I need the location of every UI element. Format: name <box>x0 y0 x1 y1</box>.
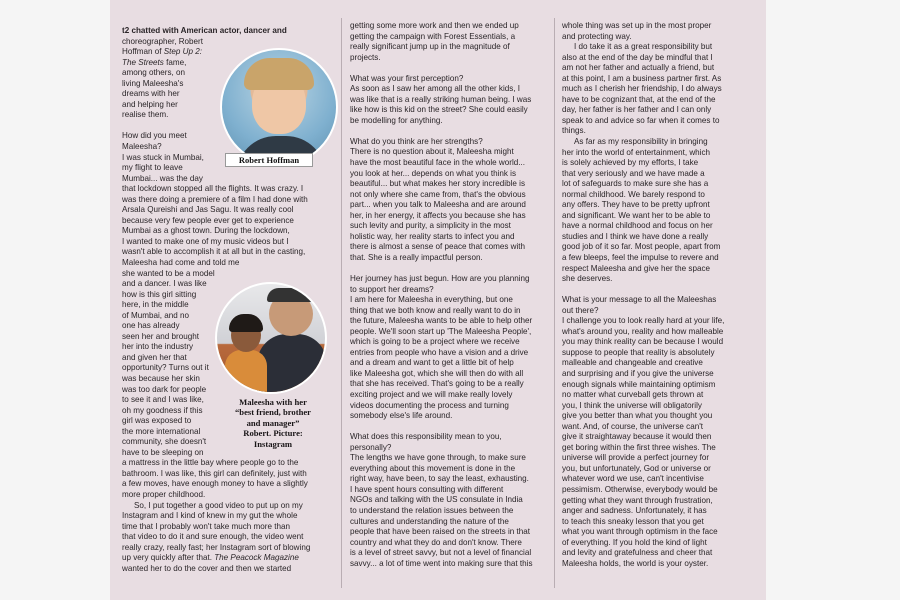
answer-line: what you want through optimism in the face <box>562 527 718 537</box>
text-line: and protecting way. <box>562 31 632 41</box>
answer <box>350 147 546 263</box>
answer-line: and levity and gratefulness and cheer that <box>562 548 713 558</box>
question-line: personally? <box>350 442 392 452</box>
question-line: What does this responsibility mean to you, <box>350 432 502 442</box>
answer-line: holistic way, her reality starts to infect you and <box>350 231 515 241</box>
answer-line: whatever word we use, can't incentivise <box>562 474 704 484</box>
answer <box>350 453 546 569</box>
text-line: also at the end of the day be mindful that I <box>562 52 713 62</box>
answer-line: I was stuck in Mumbai, <box>122 152 204 162</box>
answer-line: seen her and brought <box>122 331 199 341</box>
paragraph <box>350 21 546 63</box>
text-line: getting the campaign with Forest Essentials, a <box>350 31 516 41</box>
text-line: projects. <box>350 52 381 62</box>
intro-line: and helping her <box>122 99 178 109</box>
text-line: at this point, I am a business partner first. As <box>562 73 722 83</box>
question <box>350 432 546 453</box>
answer-line: malleable and changeable and creative <box>562 358 703 368</box>
answer-line: Arsala Qureishi and Jas Sagu. It was really cool <box>122 205 294 215</box>
answer-line: suppose to people that reality is absolutely <box>562 347 715 357</box>
answer-line: is a level of street savvy, but not a level of financial <box>350 548 532 558</box>
answer-line: and a dancer. I was like <box>122 279 207 289</box>
intro-line <box>122 26 332 37</box>
question-line: Maleesha? <box>122 141 162 151</box>
answer-line: oh my goodness if this <box>122 405 203 415</box>
answer-line: not only where she came from, that's the obvious <box>350 189 526 199</box>
intro-line: Hoffman of Step Up 2: <box>122 47 202 57</box>
text-line: lot of safeguards to make sure she has a <box>562 179 709 189</box>
answer-line: As soon as I saw her among all the other kids, I <box>350 84 521 94</box>
question-line: What is your message to all the Maleeshas <box>562 295 717 305</box>
text-line: As far as my responsibility in bringing <box>574 137 708 147</box>
answer-line: The lengths we have gone through, to make sure <box>350 453 526 463</box>
answer-line: people that have been raised on the streets in that <box>350 527 530 537</box>
answer-line: thing that we both know and really want to do in <box>350 305 521 315</box>
answer-line: get boring within the first three wishes. The <box>562 442 716 452</box>
question-line: out there? <box>562 305 599 315</box>
answer-line: Instagram and I kind of knew in my gut the whole <box>122 511 298 521</box>
answer-line: I have spent hours consulting with different <box>350 484 504 494</box>
answer-line: entries from people who have a vision and a drive <box>350 347 529 357</box>
maleesha-robert-photo <box>215 282 327 394</box>
answer-line: that video to do it and sure enough, the video went <box>122 532 304 542</box>
text-line: normal childhood. We barely respond to <box>562 189 705 199</box>
answer-line: give you better than what you thought you <box>562 411 713 421</box>
text-line: day, her father is her father and I can only <box>562 105 712 115</box>
text-line: really significant jump up in the magnitude of <box>350 42 510 52</box>
text-line: is solely achieved by my efforts, I take <box>562 158 699 168</box>
answer-line: to understand the relation issues between the <box>350 505 514 515</box>
answer-line: There is no question about it, Maleesha might <box>350 147 514 157</box>
answer-line: NGOs and talking with the US consulate in India <box>350 495 523 505</box>
answer-line: more proper childhood. <box>122 490 206 500</box>
answer-line: of Mumbai, and no <box>122 310 190 320</box>
intro-line: among others, on <box>122 68 185 78</box>
answer-line: one has already <box>122 321 180 331</box>
answer-line: she wanted to be a model <box>122 268 215 278</box>
question-line: to support her dreams? <box>350 284 434 294</box>
answer-line: what's around you, reality and how malleable <box>562 326 724 336</box>
intro-line: realise them. <box>122 110 169 120</box>
answer-line: my flight to leave <box>122 163 183 173</box>
answer-line: the future, Maleesha wants to be able to help other <box>350 316 533 326</box>
magazine-page <box>110 0 766 600</box>
text-line: much as I cherish her friendship, I do always <box>562 84 722 94</box>
answer-line: was there doing a premiere of a film I had done with <box>122 194 308 204</box>
answer-line: and given her that <box>122 352 187 362</box>
answer-line: the more international <box>122 426 201 436</box>
answer-line: a few moves, have enough money to have a slightly <box>122 479 308 489</box>
text-line: she deserves. <box>562 274 613 284</box>
text-line: studies and I think we have done a really <box>562 231 709 241</box>
answer-line: have to be sleeping on <box>122 447 204 457</box>
answer-line: because very few people ever get to experience <box>122 215 294 225</box>
question-line: Her journey has just begun. How are you planning <box>350 273 530 283</box>
paragraph <box>562 42 758 137</box>
text-line: things. <box>562 126 586 136</box>
answer-line: have the most beautiful face in the whole world... <box>350 158 526 168</box>
answer <box>562 316 758 569</box>
answer-line: and a dream and want to get a little bit of help <box>350 358 514 368</box>
answer-line: enough signals while maintaining optimism <box>562 379 716 389</box>
answer-line: no matter what curveball gets thrown at <box>562 390 704 400</box>
text-line: I do take it as a great responsibility but <box>574 42 713 52</box>
answer-line: that. She is a really impactful person. <box>350 252 483 262</box>
answer-line: wanted her to do the cover and then we started <box>122 563 292 573</box>
column-3 <box>562 0 758 600</box>
answer-line: I challenge you to look really hard at your life, <box>562 316 725 326</box>
question <box>350 274 546 295</box>
caption-line: “best friend, brother <box>235 407 311 418</box>
text-line: getting some more work and then we ended up <box>350 21 519 30</box>
text-line: good job of it so far. Most people, apart from <box>562 242 721 252</box>
answer-line: pessimism. Otherwise, everybody would be <box>562 485 718 495</box>
answer-line: you, I think the universe will obligatorily <box>562 400 702 410</box>
answer-line: really crazy, really fast; her Instagram sort of blowing <box>122 542 311 552</box>
column-2 <box>350 0 546 600</box>
caption-line: Robert. Picture: <box>243 428 303 439</box>
answer-line: you may think reality can be because I would <box>562 337 724 347</box>
answer-line: give it straightaway because it would then <box>562 432 712 442</box>
answer-line: bathroom. I was like, this girl can definitely, just with <box>122 468 307 478</box>
answer-line: people. We'll soon start up 'The Maleesha People', <box>350 326 532 336</box>
answer-line: a mattress in the little bay where people go to the <box>122 458 299 468</box>
answer-line: Mumbai as a ghost town. During the lockdown, <box>122 226 290 236</box>
caption-line: Instagram <box>253 438 293 449</box>
answer-line: there is almost a sense of peace that comes with <box>350 242 526 252</box>
photo-caption-robert: Robert Hoffman <box>225 153 313 167</box>
question-line: How did you meet <box>122 131 187 141</box>
answer <box>350 295 546 422</box>
paragraph <box>562 21 758 42</box>
answer-line: was too dark for people <box>122 384 207 394</box>
answer-line: how is this girl sitting <box>122 289 197 299</box>
question: What was your first perception? <box>350 73 464 83</box>
answer-line: and surprising and if you give the universe <box>562 369 714 378</box>
answer-line: be modelling for anything. <box>350 115 443 125</box>
answer-line: I wanted to make one of my music videos but I <box>122 236 289 246</box>
answer-line: her, in her energy, it affects you because she has <box>350 210 526 220</box>
answer-line: her into the industry <box>122 342 194 352</box>
text-line: speak to and advice so far when it comes to <box>562 115 720 125</box>
answer-line: to teach this sneaky lesson that you get <box>562 516 704 526</box>
answer-line: exciting project and we will make really lovely <box>350 390 513 399</box>
answer-line: Mumbai... was the day <box>122 173 203 183</box>
answer-line: such levity and purity, a simplicity in the most <box>350 221 511 231</box>
answer-line: girl was exposed to <box>122 416 192 426</box>
answer-line: beautiful... but what makes her story incredible is <box>350 179 525 189</box>
answer-line: everything about this movement is done in the <box>350 463 516 473</box>
answer-line: wasn't able to accomplish it at all but in the casting, <box>122 247 306 257</box>
answer-line: somebody else's life around. <box>350 411 453 421</box>
intro-line: living Maleesha's <box>122 78 184 88</box>
answer-line: of everything. If you hold the kind of light <box>562 537 707 547</box>
intro-line: choreographer, Robert <box>122 36 203 46</box>
intro-line: The Streets fame, <box>122 57 187 67</box>
answer-line: part... when you talk to Maleesha and are around <box>350 200 526 210</box>
text-line: that very seriously and we have made a <box>562 168 705 178</box>
answer-line: time that I probably won't take much more than <box>122 521 291 531</box>
text-line: am not her father and actually a friend, but <box>562 63 715 73</box>
answer-line: Maleesha holds, the world is your oyster. <box>562 558 709 568</box>
answer-line: that she has received. That's going to be a really <box>350 379 524 389</box>
caption-line: Maleesha with her <box>239 397 307 407</box>
answer-line: community, she doesn't <box>122 437 207 447</box>
answer-line: country and what they do and don't know. There <box>350 537 522 547</box>
paragraph <box>562 137 758 285</box>
column-divider <box>554 18 555 588</box>
text-line: any offers. They have to be pretty upfront <box>562 200 710 210</box>
answer-line: want. And, of course, the universe can't <box>562 421 704 431</box>
column-divider <box>341 18 342 588</box>
answer-line: was because her skin <box>122 374 200 383</box>
answer-line: I am here for Maleesha in everything, but one <box>350 295 513 305</box>
answer-line: savvy... a lot of time went into making sure that this <box>350 558 533 568</box>
intro-line: dreams with her <box>122 89 180 99</box>
intro-lead: t2 chatted with American actor, dancer and <box>122 26 287 35</box>
question <box>562 295 758 316</box>
text-line: her into the world of entertainment, which <box>562 147 711 157</box>
robert-hoffman-photo <box>220 48 338 166</box>
text-line: have a normal childhood and focus on her <box>562 221 713 231</box>
answer-line: to see it and I was like, <box>122 395 204 405</box>
answer-line: you, but unfortunately, God or universe or <box>562 463 711 473</box>
answer-line: up very quickly after that. The Peacock Magazine <box>122 553 299 563</box>
photo-caption-maleesha <box>220 397 326 449</box>
answer-line: anger and sadness. Unfortunately, it has <box>562 506 707 516</box>
text-line: have to be cognizant that, at the end of the <box>562 94 716 104</box>
answer-line: which is going to be a project where we receive <box>350 337 520 347</box>
answer-line: you look at her... depends on what you think is <box>350 168 517 178</box>
answer-line: So, I put together a good video to put up on my <box>134 500 303 510</box>
text-line: and significant. We want her to be able to <box>562 210 711 220</box>
answer-line: videos documenting the process and turning <box>350 400 509 410</box>
text-line: respect Maleesha and give her the space <box>562 263 711 273</box>
answer-line: Maleesha had come and told me <box>122 257 240 267</box>
answer <box>350 84 546 126</box>
answer-line: cultures and understanding the nature of the <box>350 516 509 526</box>
answer-line: universe will provide a perfect journey for <box>562 453 710 463</box>
answer-line: was like that is a really striking human being. I was <box>350 94 532 104</box>
answer-line: opportunity? Turns out it <box>122 363 209 373</box>
answer-line: that lockdown stopped all the flights. It was crazy. I <box>122 184 304 194</box>
answer-line: here, in the middle <box>122 300 189 310</box>
caption-line: and manager” <box>246 417 300 428</box>
answer-line: like how is this kid on the street? She could easily <box>350 105 528 115</box>
question: What do you think are her strengths? <box>350 136 483 146</box>
text-line: whole thing was set up in the most proper <box>562 21 712 30</box>
answer-line: right way, have been, to say the least, exhausting. <box>350 474 529 484</box>
text-line: a few bleeps, feel the impulse to revere and <box>562 253 719 263</box>
answer <box>122 501 332 575</box>
answer-line: like Maleesha got, which she will then do with all <box>350 368 524 378</box>
answer-line: getting what they want through frustration, <box>562 495 713 505</box>
